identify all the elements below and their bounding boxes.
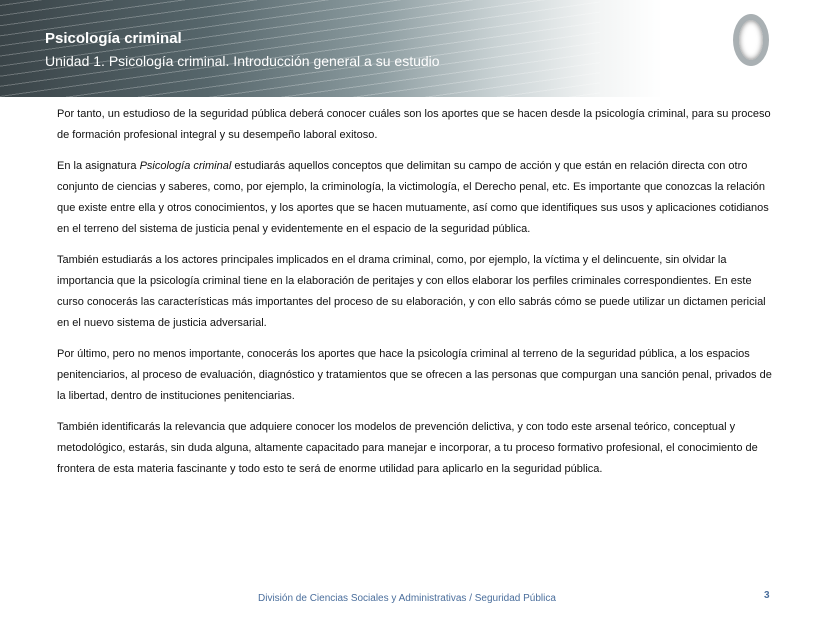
body-text bbox=[57, 104, 773, 490]
subject-name: Psicología criminal bbox=[139, 160, 232, 172]
footer-division: División de Ciencias Sociales y Administrativas / Seguridad Pública bbox=[258, 593, 556, 604]
paragraph-3: También estudiarás a los actores principales implicados en el drama criminal, como, por ejemplo, la víctima y el delincuente, sin olvidar la importancia que la psicología criminal tiene en la elaboración de peritajes y con ellos elaborar los perfiles criminales correspondientes. En este curso conocerás las características más importantes del proceso de su elaboración, y con ello sabrás cómo se puede utilizar un dictamen pericial en el nuevo sistema de justicia adversarial. bbox=[57, 254, 766, 329]
paragraph-2-text-cont: estudiarás aquellos conceptos que delimitan su campo de acción y que están en relación directa con otro conjunto de ciencias y saberes, como, por ejemplo, la criminología, la victimología, el Derecho penal, etc. Es importante que conozcas la relación que existe entre ella y otros conocimientos, y los aportes que se hacen mutuamente, así como que identifiques sus usos y aplicaciones cotidianos en el terreno del sistema de justicia penal y evidentemente en el espacio de la seguridad pública. bbox=[57, 160, 769, 235]
paragraph-2-text: En la asignatura bbox=[57, 160, 140, 172]
course-title: Psicología criminal bbox=[45, 30, 182, 47]
unit-subtitle: Unidad 1. Psicología criminal. Introducción general a su estudio bbox=[45, 53, 440, 69]
paragraph-1: Por tanto, un estudioso de la seguridad pública deberá conocer cuáles son los aportes que se hacen desde la psicología criminal, para su proceso de formación profesional integral y su desempeño laboral exitoso. bbox=[57, 108, 771, 141]
institution-logo-icon bbox=[733, 14, 769, 66]
page-header bbox=[0, 0, 828, 97]
paragraph-5: También identificarás la relevancia que adquiere conocer los modelos de prevención delictiva, y con todo este arsenal teórico, conceptual y metodológico, estarás, sin duda alguna, altamente capacitado para manejar e incorporar, a tu proceso formativo profesional, el conocimiento de frontera de esta materia fascinante y todo esto te será de enorme utilidad para aplicarlo en la seguridad pública. bbox=[57, 421, 758, 475]
paragraph-4: Por último, pero no menos importante, conocerás los aportes que hace la psicología criminal al terreno de la seguridad pública, a los espacios penitenciarios, al proceso de evaluación, diagnóstico y tratamientos que se ofrecen a las personas que compurgan una sanción penal, privados de la libertad, dentro de instituciones penitenciarias. bbox=[57, 348, 772, 402]
page-number: 3 bbox=[764, 590, 770, 601]
paragraph-2 bbox=[57, 156, 773, 240]
header-wave-pattern bbox=[0, 0, 600, 97]
